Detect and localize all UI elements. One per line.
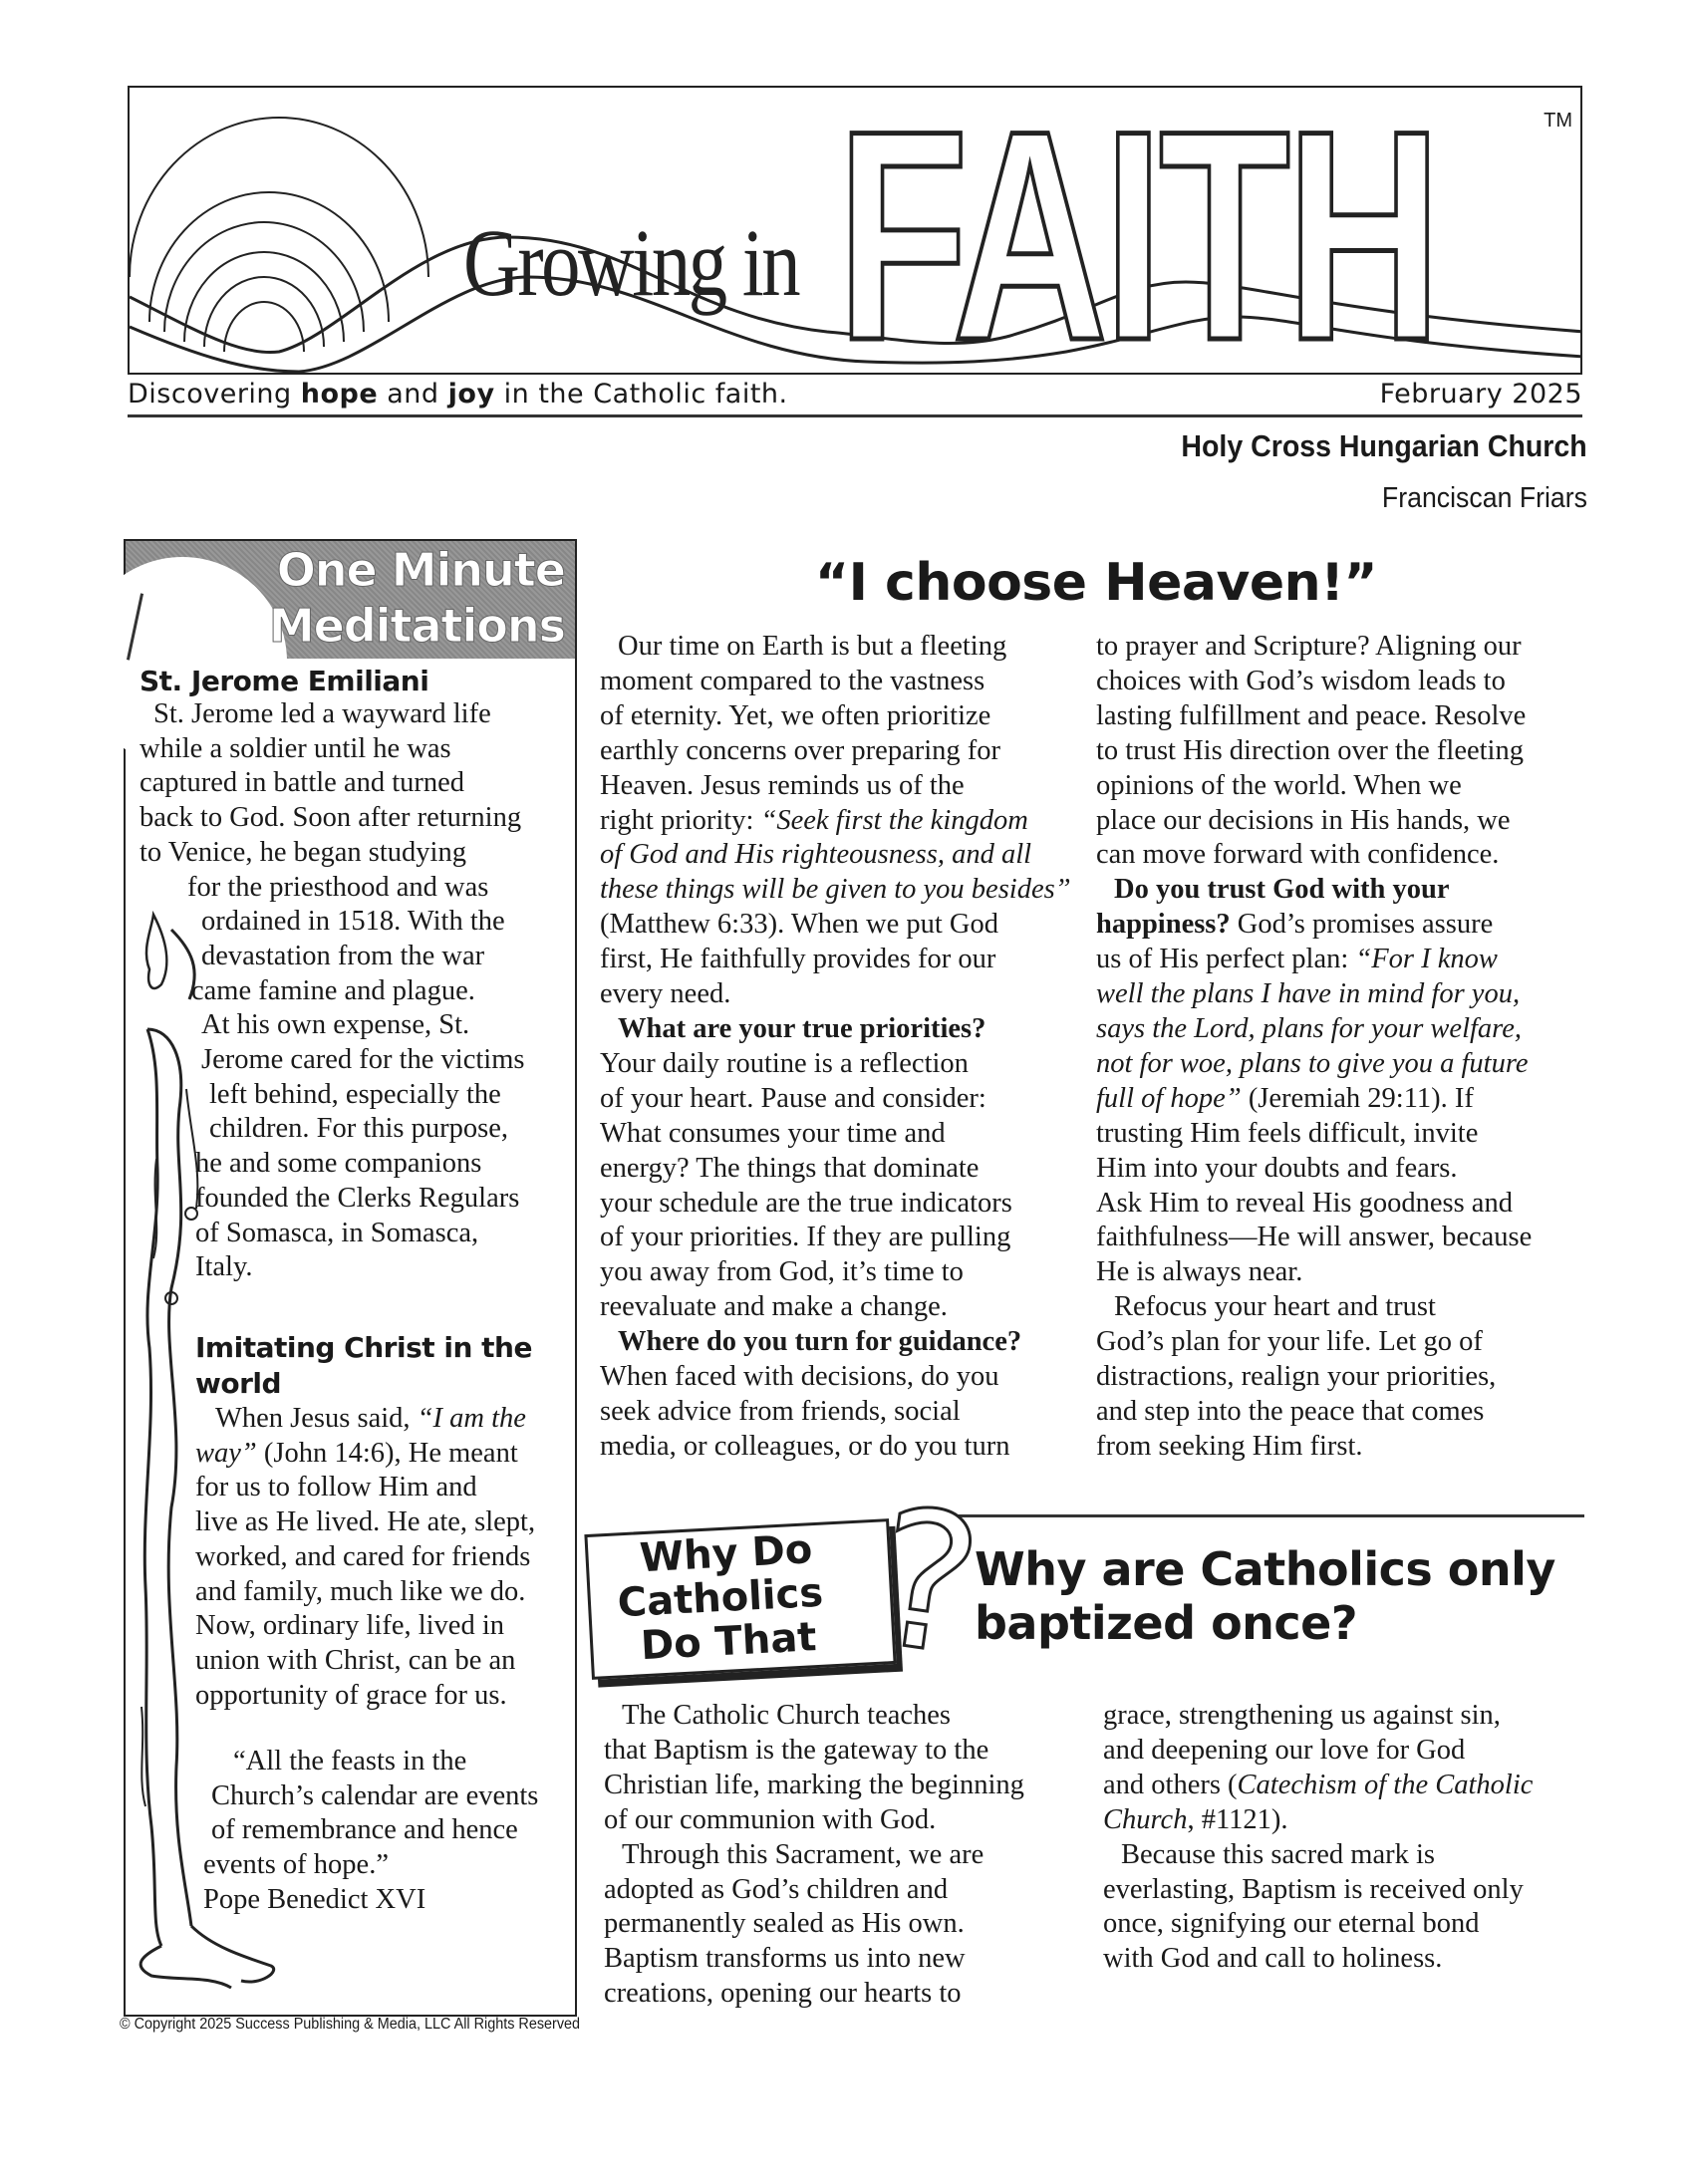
saint-section (140, 665, 558, 1285)
parish-name: Holy Cross Hungarian Church (1181, 428, 1587, 463)
imitating-christ-section (195, 1330, 564, 1713)
trademark-symbol: TM (1544, 110, 1572, 132)
question-mark-icon: ? (862, 1467, 992, 1699)
imitating-body: When Jesus said, “I am the way” (John 14:6), He meant for us to follow Him and live as He lived. He ate, slept, worked, and cared for friends and family, much like we do. Now, ordinary life, lived in union with Christ, can be an opportunity of grace for us. (195, 1403, 536, 1711)
subheading: Where do you turn for guidance? (618, 1326, 1022, 1358)
sidebar-banner (126, 541, 575, 659)
banner-title: Meditations (268, 599, 565, 653)
quote-author: Pope Benedict XVI (203, 1883, 426, 1915)
why-column-2: grace, strengthening us against sin, and deepening our love for God and others (Catechism of the Catholic Church, #1121). Because this sacred mark is everlasting, Baptism is received only once, signifying our eternal bond with God and call to holiness. (1103, 1700, 1534, 1975)
banner-title: One Minute (276, 543, 565, 597)
saint-heading: St. Jerome Emiliani (140, 665, 429, 697)
why-section-title: Why are Catholics only baptized once? (975, 1542, 1555, 1650)
divider (128, 414, 1582, 417)
title-faith-logo: FAITH (837, 86, 1438, 375)
tagline: Discovering hope and joy in the Catholic faith. (128, 379, 788, 410)
article-title: “I choose Heaven!” (814, 553, 1378, 613)
copyright-notice: © Copyright 2025 Success Publishing & Media, LLC All Rights Reserved (120, 2016, 581, 2033)
subheading: What are your true priorities? (618, 1012, 986, 1044)
masthead (128, 86, 1582, 375)
article-column-1: Our time on Earth is but a fleeting moment compared to the vastness of eternity. Yet, we often prioritize earthly concerns over preparing for Heaven. Jesus reminds us of the right priority: “Seek first the kingdom of God and His righteousness, and all these things will be given to you besides” (Matthew 6:33). When we put God first, He faithfully provides for our every need. What are your true priorities? Your daily routine is a reflection of your heart. Pause and consider: What consumes your time and energy? The things that dominate your schedule are the true indicators of your priorities. If they are pulling you away from God, it’s time to reevaluate and make a change. Where do you turn for guidance? When faced with decisions, do you seek advice from friends, social media, or colleagues, or do you turn (600, 631, 1071, 1462)
why-do-catholics-badge: Why Do Catholics Do That (584, 1518, 896, 1680)
one-minute-meditations-sidebar (124, 539, 577, 2017)
title-growing-in: Growing in (463, 209, 799, 316)
saint-body: St. Jerome led a wayward life while a soldier until he was captured in battle and turned back to God. Soon after returning to Venice, he began studying for the priesthood and was ordained in 1518. With the devastation from the war came famine and plague. At his own expense, St. Jerome cared for the victims left behind, especially the children. For this purpose, he and some companions founded the Clerks Regulars of Somasca, in Somasca, Italy. (140, 698, 525, 1283)
religious-order: Franciscan Friars (1381, 482, 1587, 514)
imitating-heading: Imitating Christ in the world (195, 1331, 532, 1400)
subheading: Do you trust God with your (1114, 874, 1450, 906)
pope-quote: “All the feasts in the Church’s calendar are events of remembrance and hence events of hope.” Pope Benedict XVI (203, 1745, 562, 1918)
issue-date: February 2025 (1379, 379, 1582, 410)
divider (957, 1514, 1584, 1517)
why-column-1: The Catholic Church teaches that Baptism is the gateway to the Christian life, marking the beginning of our communion with God. Through this Sacrament, we are adopted as God’s children and permanently sealed as His own. Baptism transforms us into new creations, opening our hearts to (604, 1700, 1024, 2010)
tagline-row (128, 379, 1582, 410)
article-column-2: to prayer and Scripture? Aligning our choices with God’s wisdom leads to lasting fulfillment and peace. Resolve to trust His direction over the fleeting opinions of the world. When we place our decisions in His hands, we can move forward with confidence. Do you trust God with your happiness? God’s promises assure us of His perfect plan: “For I know well the plans I have in mind for you, says the Lord, plans for your welfare, not for woe, plans to give you a future full of hope” (Jeremiah 29:11). If trusting Him feels difficult, invite Him into your doubts and fears. Ask Him to reveal His goodness and faithfulness—He will answer, because He is always near. Refocus your heart and trust God’s plan for your life. Let go of distractions, realign your priorities, and step into the peace that comes from seeking Him first. (1096, 631, 1533, 1462)
